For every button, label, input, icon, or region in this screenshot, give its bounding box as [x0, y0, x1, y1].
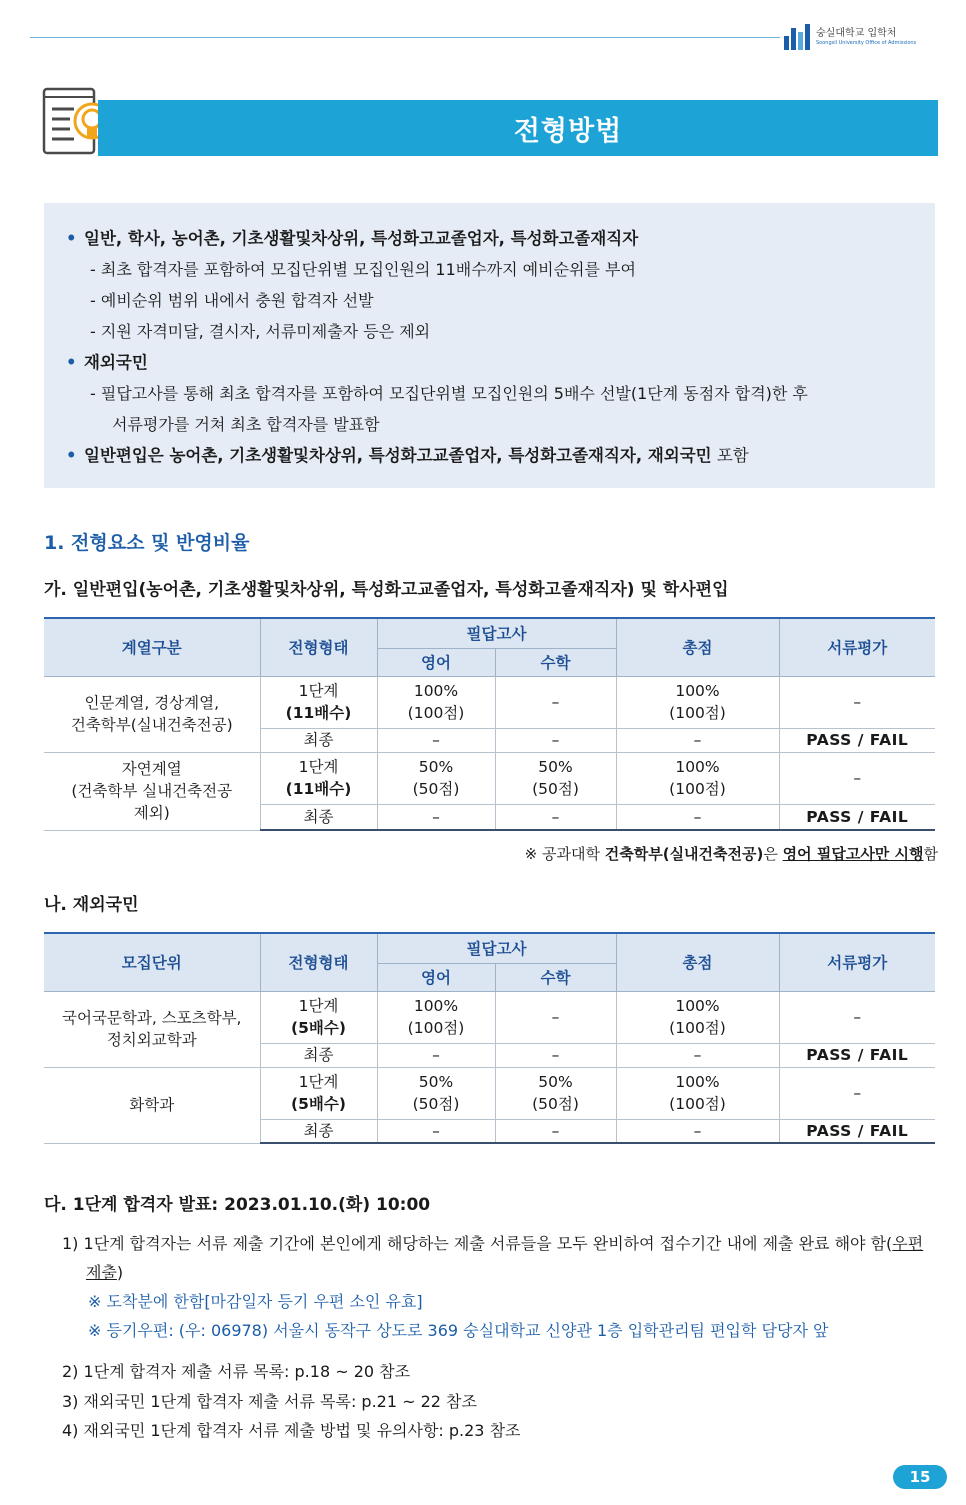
table-row-group: 화학과 [44, 1067, 260, 1143]
summary-bullet-1: • 일반, 학사, 농어촌, 기초생활및차상위, 특성화고교졸업자, 특성화고졸재직자 [66, 229, 639, 248]
header-rule [30, 37, 780, 38]
table-note: ※ 공과대학 건축학부(실내건축전공)은 영어 필답고사만 시행함 [524, 845, 938, 863]
paragraph-4: 4) 재외국민 1단계 합격자 서류 제출 방법 및 유의사항: p.23 참조 [62, 1421, 521, 1440]
section-c-title: 다. 1단계 합격자 발표: 2023.01.10.(화) 10:00 [44, 1195, 431, 1215]
cell-doc-passfail: PASS / FAIL [779, 728, 935, 752]
cell-stage: 1단계 (5배수) [260, 1067, 377, 1119]
th-total: 총점 [616, 618, 779, 676]
th-total: 총점 [616, 933, 779, 991]
cell-math: 50% (50점) [495, 1067, 616, 1119]
page-number: 15 [893, 1465, 947, 1489]
summary-sub-4: - 필답고사를 통해 최초 합격자를 포함하여 모집단위별 모집인원의 5배수 선발(1단계 동점자 합격)한 후 [90, 384, 808, 403]
cell-doc: – [779, 1067, 935, 1119]
cell-stage: 1단계 (11배수) [260, 676, 377, 728]
th-english: 영어 [377, 963, 495, 991]
cell-total: – [616, 1043, 779, 1067]
cell-doc: – [779, 752, 935, 804]
summary-sub-1: - 최초 합격자를 포함하여 모집단위별 모집인원의 11배수까지 예비순위를 부여 [90, 260, 636, 279]
summary-bullet-2: • 재외국민 [66, 353, 148, 372]
th-exam: 필답고사 [377, 933, 616, 963]
cell-math: – [495, 1043, 616, 1067]
subsection-b-title: 나. 재외국민 [44, 895, 139, 915]
cell-total: 100% (100점) [616, 752, 779, 804]
cell-stage-final: 최종 [260, 804, 377, 830]
table-row-group: 자연계열 (건축학부 실내건축전공 제외) [44, 752, 260, 830]
cell-math: – [495, 804, 616, 830]
cell-stage-final: 최종 [260, 1043, 377, 1067]
th-doc: 서류평가 [779, 618, 935, 676]
cell-doc: – [779, 676, 935, 728]
paragraph-1: 1) 1단계 합격자는 서류 제출 기간에 본인에게 해당하는 제출 서류들을 모두 완비하여 접수기간 내에 제출 완료 해야 함(우편 제출) [62, 1234, 924, 1282]
cell-stage-final: 최종 [260, 1119, 377, 1143]
cell-total: – [616, 728, 779, 752]
cell-eng: – [377, 1043, 495, 1067]
th-math: 수학 [495, 648, 616, 676]
cell-stage-final: 최종 [260, 728, 377, 752]
cell-doc-passfail: PASS / FAIL [779, 1043, 935, 1067]
table-row-group: 국어국문학과, 스포츠학부, 정치외교학과 [44, 991, 260, 1067]
cell-eng: – [377, 728, 495, 752]
cell-total: 100% (100점) [616, 676, 779, 728]
note-2: ※ 등기우편: (우: 06978) 서울시 동작구 상도로 369 숭실대학교 신양관 1층 입학관리팀 편입학 담당자 앞 [88, 1321, 829, 1340]
cell-doc: – [779, 991, 935, 1043]
university-logo [784, 24, 916, 50]
summary-bullet-3: • 일반편입은 농어촌, 기초생활및차상위, 특성화고교졸업자, 특성화고졸재직자, 재외국민 포함 [66, 446, 749, 465]
summary-box [44, 203, 935, 488]
th-doc: 서류평가 [779, 933, 935, 991]
section-1-title: 1. 전형요소 및 반영비율 [44, 532, 250, 554]
summary-sub-3: - 지원 자격미달, 결시자, 서류미제출자 등은 제외 [90, 322, 431, 341]
summary-sub-4-cont: 서류평가를 거쳐 최초 합격자를 발표함 [112, 415, 380, 434]
cell-math: 50% (50점) [495, 752, 616, 804]
cell-total: 100% (100점) [616, 1067, 779, 1119]
cell-total: 100% (100점) [616, 991, 779, 1043]
cell-math: – [495, 728, 616, 752]
cell-total: – [616, 1119, 779, 1143]
th-english: 영어 [377, 648, 495, 676]
cell-eng: – [377, 804, 495, 830]
evaluation-table-general [44, 617, 935, 831]
cell-eng: 50% (50점) [377, 1067, 495, 1119]
cell-stage: 1단계 (5배수) [260, 991, 377, 1043]
table-row-group: 인문계열, 경상계열, 건축학부(실내건축전공) [44, 676, 260, 752]
cell-doc-passfail: PASS / FAIL [779, 1119, 935, 1143]
brand-name-ko: 숭실대학교 입학처 [816, 27, 897, 39]
cell-eng: – [377, 1119, 495, 1143]
cell-eng: 50% (50점) [377, 752, 495, 804]
cell-math: – [495, 676, 616, 728]
th-math: 수학 [495, 963, 616, 991]
summary-sub-2: - 예비순위 범위 내에서 충원 합격자 선발 [90, 291, 374, 310]
paragraph-2: 2) 1단계 합격자 제출 서류 목록: p.18 ~ 20 참조 [62, 1362, 411, 1381]
th-type: 전형형태 [260, 618, 377, 676]
logo-mark-icon [784, 24, 810, 50]
th-unit: 모집단위 [44, 933, 260, 991]
brand-name-en: Soongsil University Office of Admissions [816, 39, 917, 46]
cell-eng: 100% (100점) [377, 676, 495, 728]
cell-doc-passfail: PASS / FAIL [779, 804, 935, 830]
page-title: 전형방법 [513, 115, 623, 147]
cell-math: – [495, 991, 616, 1043]
cell-eng: 100% (100점) [377, 991, 495, 1043]
cell-math: – [495, 1119, 616, 1143]
th-type: 전형형태 [260, 933, 377, 991]
page-title-bar [98, 100, 938, 156]
paragraph-3: 3) 재외국민 1단계 합격자 제출 서류 목록: p.21 ~ 22 참조 [62, 1392, 477, 1411]
subsection-a-title: 가. 일반편입(농어촌, 기초생활및차상위, 특성화고교졸업자, 특성화고졸재직자) 및 학사편입 [44, 580, 729, 600]
cell-total: – [616, 804, 779, 830]
th-group: 계열구분 [44, 618, 260, 676]
cell-stage: 1단계 (11배수) [260, 752, 377, 804]
th-exam: 필답고사 [377, 618, 616, 648]
evaluation-table-overseas [44, 932, 935, 1144]
note-1: ※ 도착분에 한함[마감일자 등기 우편 소인 유효] [88, 1292, 423, 1311]
